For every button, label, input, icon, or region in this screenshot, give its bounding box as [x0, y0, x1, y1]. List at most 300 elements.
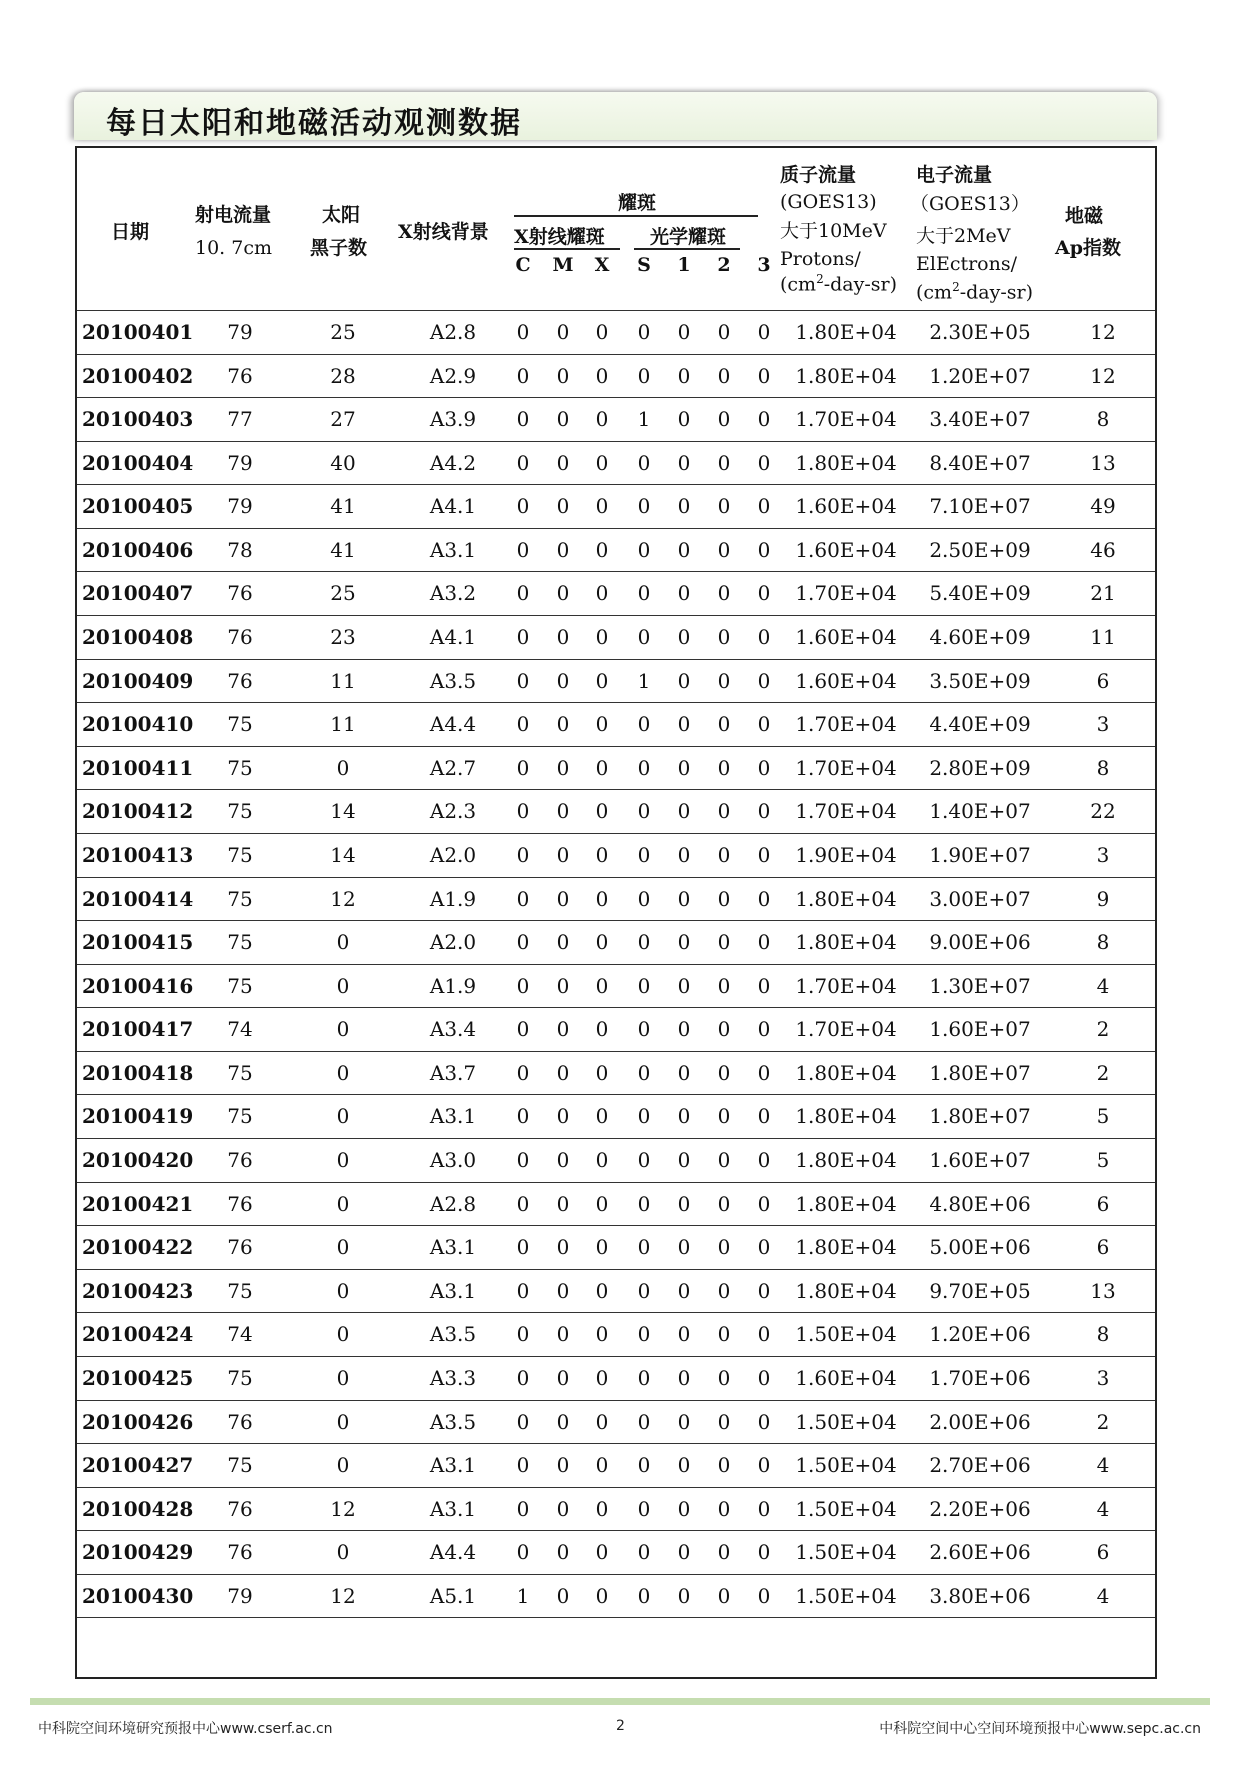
data-cell: 0 [717, 1017, 731, 1042]
data-cell: 0 [637, 712, 651, 737]
data-cell: 0 [595, 973, 609, 998]
data-cell: 76 [227, 1191, 253, 1216]
date-cell: 20100402 [82, 363, 194, 388]
header-sunspot-1: 太阳 [322, 204, 361, 226]
data-cell: 13 [1090, 450, 1116, 475]
data-cell: A3.5 [429, 1322, 477, 1347]
row-divider [77, 1400, 1155, 1401]
data-cell: 0 [677, 1540, 691, 1565]
data-cell: 0 [516, 1191, 530, 1216]
data-cell: 0 [677, 712, 691, 737]
date-cell: 20100417 [82, 1017, 194, 1042]
row-divider [77, 659, 1155, 660]
data-cell: 0 [717, 1540, 731, 1565]
data-cell: 0 [595, 320, 609, 344]
data-cell: 0 [637, 1453, 651, 1478]
data-cell: 1 [516, 1583, 530, 1608]
data-cell: 0 [717, 625, 731, 650]
data-cell: 3.50E+09 [929, 668, 1031, 693]
data-cell: 1.70E+04 [795, 755, 897, 780]
data-cell: 0 [556, 668, 570, 693]
row-divider [77, 1138, 1155, 1139]
data-cell: 0 [717, 1148, 731, 1173]
data-cell: 4 [1096, 1496, 1110, 1521]
data-cell: 0 [717, 1104, 731, 1129]
date-cell: 20100422 [82, 1235, 194, 1260]
data-cell: 0 [757, 799, 771, 824]
data-cell: 0 [595, 1365, 609, 1390]
header-proton-1: 质子流量 [780, 164, 857, 186]
data-cell: 0 [556, 1235, 570, 1260]
data-cell: 0 [516, 1060, 530, 1085]
data-cell: 0 [556, 1017, 570, 1042]
data-cell: A2.8 [429, 320, 477, 344]
date-cell: 20100412 [82, 799, 194, 824]
data-cell: 0 [757, 1017, 771, 1042]
data-cell: 1.80E+04 [795, 363, 897, 388]
data-cell: 1.60E+04 [795, 494, 897, 519]
data-cell: A2.8 [429, 1191, 477, 1216]
row-divider [77, 354, 1155, 355]
data-cell: 2.50E+09 [929, 537, 1031, 562]
data-cell: 0 [595, 494, 609, 519]
data-cell: 0 [717, 450, 731, 475]
data-cell: 0 [516, 581, 530, 606]
data-cell: 74 [227, 1017, 253, 1042]
data-cell: 41 [330, 494, 356, 519]
data-cell: 5.40E+09 [929, 581, 1031, 606]
data-cell: 6 [1096, 668, 1110, 693]
header-proton-4: Protons/ [780, 248, 861, 270]
data-cell: 9.70E+05 [929, 1278, 1031, 1303]
data-cell: A3.3 [429, 1365, 477, 1390]
data-cell: 1.60E+04 [795, 668, 897, 693]
data-cell: 0 [677, 1322, 691, 1347]
data-cell: 0 [677, 1017, 691, 1042]
data-cell: 1.60E+04 [795, 537, 897, 562]
data-cell: 6 [1096, 1191, 1110, 1216]
data-cell: 0 [677, 625, 691, 650]
data-cell: 0 [516, 1453, 530, 1478]
row-divider [77, 1312, 1155, 1313]
row-divider [77, 1182, 1155, 1183]
data-cell: 21 [1090, 581, 1116, 606]
data-cell: 3 [1096, 842, 1110, 867]
data-cell: 0 [717, 1453, 731, 1478]
data-cell: 0 [556, 1583, 570, 1608]
data-cell: 0 [516, 1540, 530, 1565]
header-sunspot-2: 黑子数 [310, 237, 368, 259]
data-cell: 0 [757, 930, 771, 955]
data-cell: 0 [717, 1191, 731, 1216]
data-cell: 0 [717, 712, 731, 737]
row-divider [77, 1487, 1155, 1488]
data-cell: 0 [637, 1409, 651, 1434]
data-cell: 0 [637, 320, 651, 344]
data-cell: 1.80E+04 [795, 1148, 897, 1173]
footer-divider [30, 1698, 1210, 1705]
data-cell: 2.00E+06 [929, 1409, 1031, 1434]
date-cell: 20100426 [82, 1409, 194, 1434]
data-cell: 23 [330, 625, 356, 650]
data-cell: 0 [757, 625, 771, 650]
data-cell: 0 [556, 1496, 570, 1521]
data-cell: A1.9 [429, 886, 477, 911]
data-cell: 0 [595, 1322, 609, 1347]
data-cell: 0 [516, 537, 530, 562]
data-cell: 3.00E+07 [929, 886, 1031, 911]
data-cell: 0 [757, 537, 771, 562]
data-cell: 0 [556, 1104, 570, 1129]
row-divider [77, 1269, 1155, 1270]
data-cell: 0 [556, 494, 570, 519]
data-cell: 5.00E+06 [929, 1235, 1031, 1260]
data-cell: 0 [637, 1583, 651, 1608]
data-cell: 0 [556, 712, 570, 737]
data-cell: 0 [336, 1322, 350, 1347]
data-cell: 7.10E+07 [929, 494, 1031, 519]
data-cell: 0 [637, 363, 651, 388]
date-cell: 20100428 [82, 1496, 194, 1521]
data-cell: 0 [556, 1060, 570, 1085]
header-radio-flux-unit: 10. 7cm [195, 237, 273, 259]
data-cell: 75 [227, 973, 253, 998]
data-cell: 0 [717, 1278, 731, 1303]
header-divider [77, 310, 1155, 311]
data-cell: 41 [330, 537, 356, 562]
data-cell: 1.70E+04 [795, 973, 897, 998]
data-cell: 0 [757, 407, 771, 432]
date-cell: 20100421 [82, 1191, 194, 1216]
data-cell: 0 [556, 625, 570, 650]
data-cell: 14 [330, 842, 356, 867]
data-cell: 0 [717, 886, 731, 911]
header-flare: 耀斑 [618, 192, 657, 214]
title-bar [74, 92, 1157, 140]
data-cell: 0 [595, 1583, 609, 1608]
row-divider [77, 615, 1155, 616]
data-cell: 1.50E+04 [795, 1409, 897, 1434]
header-proton-3: 大于10MeV [780, 220, 887, 242]
data-cell: 0 [595, 537, 609, 562]
data-cell: 1.80E+04 [795, 1060, 897, 1085]
data-cell: 1.90E+07 [929, 842, 1031, 867]
header-proton-2: (GOES13) [780, 191, 877, 213]
data-cell: 1.80E+04 [795, 450, 897, 475]
data-cell: 4.80E+06 [929, 1191, 1031, 1216]
data-cell: 75 [227, 842, 253, 867]
flare-class-label: 2 [717, 254, 731, 276]
data-cell: 2 [1096, 1409, 1110, 1434]
data-cell: 0 [637, 930, 651, 955]
data-cell: 0 [677, 1496, 691, 1521]
data-cell: 1.70E+04 [795, 799, 897, 824]
date-cell: 20100416 [82, 973, 194, 998]
date-cell: 20100429 [82, 1540, 194, 1565]
footer-right-text: 中科院空间中心空间环境预报中心www.sepc.ac.cn [879, 1721, 1201, 1737]
data-cell: 0 [595, 1191, 609, 1216]
data-cell: 79 [227, 494, 253, 519]
data-cell: 0 [595, 886, 609, 911]
data-cell: 74 [227, 1322, 253, 1347]
data-cell: 0 [516, 668, 530, 693]
data-cell: 0 [556, 407, 570, 432]
data-cell: 2 [1096, 1060, 1110, 1085]
data-cell: 0 [677, 537, 691, 562]
data-cell: A4.1 [429, 494, 477, 519]
data-cell: 2.60E+06 [929, 1540, 1031, 1565]
header-electron-5-sup: 2 [952, 280, 960, 294]
data-cell: 8 [1096, 407, 1110, 432]
data-cell: 0 [556, 842, 570, 867]
data-cell: 0 [637, 1540, 651, 1565]
data-cell: 0 [595, 363, 609, 388]
data-cell: 77 [227, 407, 253, 432]
data-cell: 0 [595, 842, 609, 867]
data-cell: 0 [637, 1017, 651, 1042]
data-cell: 4 [1096, 1453, 1110, 1478]
date-cell: 20100411 [82, 755, 194, 780]
data-cell: 0 [336, 930, 350, 955]
header-electron-2: （GOES13） [910, 193, 1030, 215]
date-cell: 20100405 [82, 494, 194, 519]
data-cell: 1.80E+04 [795, 320, 897, 344]
date-cell: 20100404 [82, 450, 194, 475]
data-cell: 1.80E+04 [795, 1235, 897, 1260]
data-cell: 0 [757, 581, 771, 606]
data-cell: 1.80E+07 [929, 1104, 1031, 1129]
header-proton-5 [780, 272, 897, 296]
data-cell: 0 [757, 886, 771, 911]
date-cell: 20100401 [82, 320, 194, 344]
data-cell: 0 [336, 755, 350, 780]
date-cell: 20100414 [82, 886, 194, 911]
data-cell: 0 [556, 1453, 570, 1478]
data-cell: 76 [227, 625, 253, 650]
row-divider [77, 571, 1155, 572]
data-cell: 0 [757, 712, 771, 737]
data-cell: 3 [1096, 1365, 1110, 1390]
data-cell: 0 [717, 799, 731, 824]
data-cell: A3.5 [429, 1409, 477, 1434]
row-divider [77, 1225, 1155, 1226]
data-cell: 1.80E+04 [795, 930, 897, 955]
data-cell: 1.80E+04 [795, 1278, 897, 1303]
data-cell: A4.4 [429, 712, 477, 737]
data-cell: 12 [330, 1583, 356, 1608]
data-cell: 1.50E+04 [795, 1583, 897, 1608]
data-cell: 0 [556, 581, 570, 606]
row-divider [77, 1356, 1155, 1357]
data-cell: 0 [757, 1409, 771, 1434]
flare-underline [514, 215, 758, 217]
data-cell: 1.20E+07 [929, 363, 1031, 388]
row-divider [77, 397, 1155, 398]
data-cell: 0 [677, 363, 691, 388]
data-cell: 0 [757, 755, 771, 780]
xray-flare-underline [514, 248, 620, 250]
data-cell: 75 [227, 755, 253, 780]
row-divider [77, 789, 1155, 790]
row-divider [77, 1051, 1155, 1052]
data-cell: 8 [1096, 930, 1110, 955]
row-divider [77, 877, 1155, 878]
data-cell: 0 [677, 1148, 691, 1173]
data-cell: 0 [637, 1060, 651, 1085]
data-cell: 0 [677, 1453, 691, 1478]
data-cell: 3 [1096, 712, 1110, 737]
data-cell: 0 [516, 320, 530, 344]
header-xray-flare: X射线耀斑 [514, 226, 605, 248]
data-cell: 1.70E+04 [795, 407, 897, 432]
date-cell: 20100403 [82, 407, 194, 432]
row-divider [77, 1617, 1155, 1618]
date-cell: 20100413 [82, 842, 194, 867]
data-cell: 0 [516, 712, 530, 737]
data-cell: 0 [677, 320, 691, 344]
page-title: 每日太阳和地磁活动观测数据 [106, 106, 522, 141]
data-cell: 0 [516, 1235, 530, 1260]
data-cell: 75 [227, 886, 253, 911]
data-cell: 0 [637, 537, 651, 562]
header-electron-4: ElEctrons/ [916, 253, 1018, 275]
row-divider [77, 920, 1155, 921]
data-cell: A3.1 [429, 1278, 477, 1303]
data-cell: 0 [516, 1496, 530, 1521]
data-cell: 0 [717, 668, 731, 693]
data-cell: A2.3 [429, 799, 477, 824]
data-cell: 0 [637, 1278, 651, 1303]
data-cell: 0 [677, 1365, 691, 1390]
data-cell: 0 [637, 1104, 651, 1129]
data-cell: 0 [717, 407, 731, 432]
data-cell: 0 [637, 886, 651, 911]
data-cell: 0 [677, 930, 691, 955]
data-cell: 1.20E+06 [929, 1322, 1031, 1347]
row-divider [77, 1094, 1155, 1095]
data-cell: 8 [1096, 1322, 1110, 1347]
data-cell: 0 [516, 930, 530, 955]
data-cell: 0 [757, 1235, 771, 1260]
data-cell: A3.5 [429, 668, 477, 693]
data-cell: 0 [556, 537, 570, 562]
data-cell: 0 [637, 1235, 651, 1260]
data-cell: 0 [757, 1453, 771, 1478]
data-cell: 0 [677, 1278, 691, 1303]
data-cell: 0 [595, 1017, 609, 1042]
data-cell: 0 [516, 973, 530, 998]
data-cell: 13 [1090, 1278, 1116, 1303]
data-cell: A3.1 [429, 1104, 477, 1129]
data-cell: 8.40E+07 [929, 450, 1031, 475]
date-cell: 20100406 [82, 537, 194, 562]
data-cell: 0 [677, 1060, 691, 1085]
data-cell: 0 [516, 450, 530, 475]
data-cell: 1.80E+07 [929, 1060, 1031, 1085]
data-cell: 0 [677, 842, 691, 867]
date-cell: 20100418 [82, 1060, 194, 1085]
data-cell: 0 [637, 755, 651, 780]
data-cell: A3.1 [429, 1235, 477, 1260]
data-cell: 0 [717, 1583, 731, 1608]
data-cell: 12 [330, 1496, 356, 1521]
data-cell: 0 [637, 450, 651, 475]
data-cell: 0 [677, 581, 691, 606]
data-cell: 76 [227, 668, 253, 693]
flare-class-label: X [594, 254, 610, 276]
data-cell: 0 [637, 581, 651, 606]
data-cell: 0 [717, 973, 731, 998]
data-cell: 0 [595, 581, 609, 606]
header-ap-1: 地磁 [1065, 205, 1104, 227]
data-cell: 1.40E+07 [929, 799, 1031, 824]
data-cell: 0 [336, 973, 350, 998]
data-cell: 75 [227, 930, 253, 955]
data-cell: 0 [336, 1235, 350, 1260]
data-cell: 0 [717, 581, 731, 606]
data-cell: 11 [330, 712, 356, 737]
data-cell: A3.0 [429, 1148, 477, 1173]
header-date: 日期 [111, 221, 150, 243]
data-cell: 8 [1096, 755, 1110, 780]
data-cell: 0 [595, 1148, 609, 1173]
row-divider [77, 1530, 1155, 1531]
data-cell: 1.50E+04 [795, 1453, 897, 1478]
data-cell: 1.70E+04 [795, 712, 897, 737]
data-cell: 79 [227, 1583, 253, 1608]
data-cell: 0 [637, 973, 651, 998]
data-cell: 0 [757, 1540, 771, 1565]
data-cell: 0 [516, 842, 530, 867]
header-electron-5-post: -day-sr) [959, 281, 1034, 304]
data-cell: 1.80E+04 [795, 1191, 897, 1216]
data-cell: 0 [717, 320, 731, 344]
data-cell: 2 [1096, 1017, 1110, 1042]
data-cell: 0 [717, 1365, 731, 1390]
data-cell: 1.70E+06 [929, 1365, 1031, 1390]
data-cell: 28 [330, 363, 356, 388]
data-cell: 0 [595, 1060, 609, 1085]
data-cell: 0 [336, 1365, 350, 1390]
data-cell: A2.0 [429, 842, 477, 867]
header-electron-3: 大于2MeV [916, 225, 1011, 247]
flare-class-label: S [637, 254, 651, 276]
data-cell: 1.70E+04 [795, 581, 897, 606]
header-proton-5-post: -day-sr) [823, 273, 898, 296]
data-cell: 0 [556, 755, 570, 780]
data-cell: 46 [1090, 537, 1116, 562]
data-cell: 75 [227, 712, 253, 737]
data-cell: 3.40E+07 [929, 407, 1031, 432]
data-cell: 76 [227, 1235, 253, 1260]
data-cell: 0 [637, 625, 651, 650]
data-cell: 75 [227, 1060, 253, 1085]
data-cell: 0 [757, 1583, 771, 1608]
data-cell: 0 [595, 450, 609, 475]
data-cell: 0 [595, 625, 609, 650]
date-cell: 20100407 [82, 581, 194, 606]
data-cell: 1 [637, 668, 651, 693]
data-cell: 76 [227, 1148, 253, 1173]
data-cell: 1.80E+04 [795, 886, 897, 911]
data-cell: 0 [336, 1060, 350, 1085]
data-cell: A2.9 [429, 363, 477, 388]
data-cell: A2.7 [429, 755, 477, 780]
data-cell: 0 [595, 1235, 609, 1260]
data-cell: 0 [516, 1017, 530, 1042]
data-cell: 0 [595, 1409, 609, 1434]
data-cell: 75 [227, 1365, 253, 1390]
